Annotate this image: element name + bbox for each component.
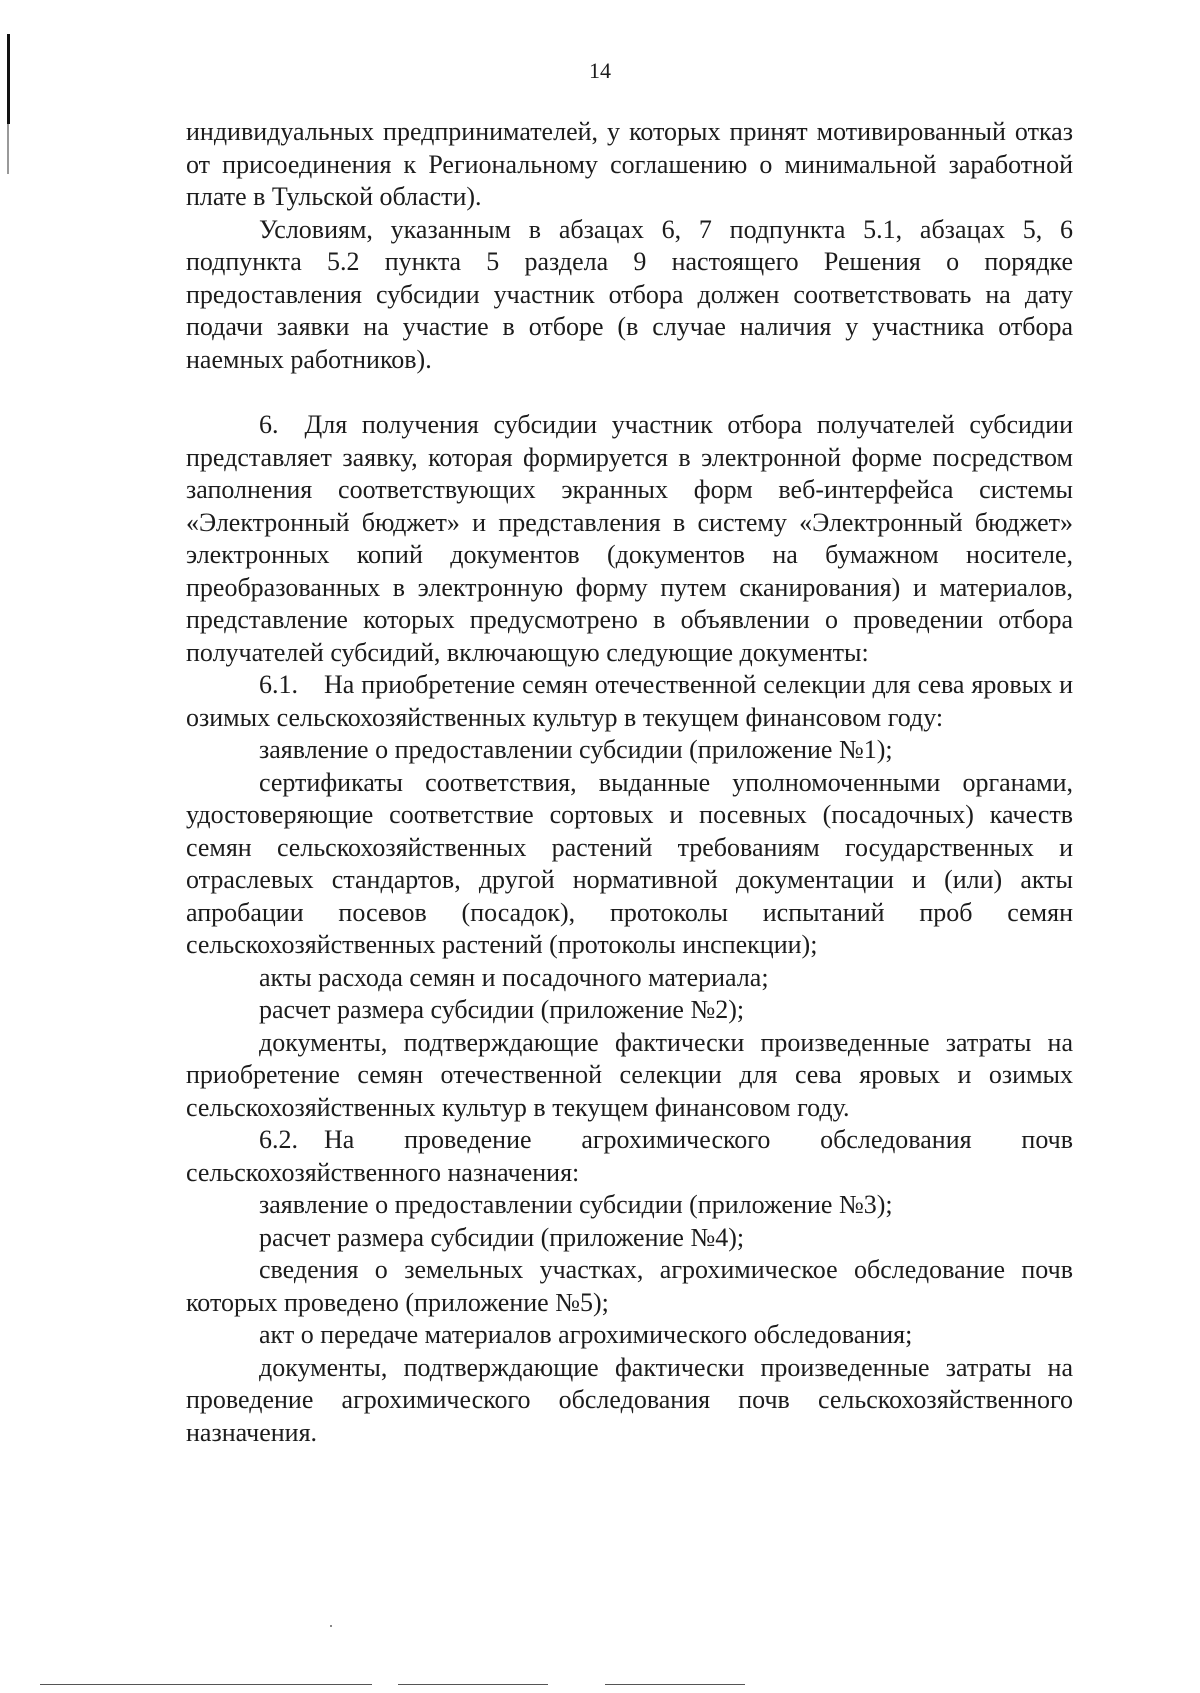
scan-speck — [330, 1625, 332, 1627]
list-item: сертификаты соответствия, выданные уполномоченными органами, удостоверяющие соответствие сортовых и посевных (посадочных) качеств семян сельскохозяйственных растений требованиям государственных и отраслевых стандартов, другой нормативной документации и (или) акты апробации посевов (посадок), протоколы испытаний проб семян сельскохозяйственных растений (протоколы инспекции); — [186, 767, 1073, 959]
bottom-rule — [40, 1684, 372, 1685]
list-item: заявление о предоставлении субсидии (приложение №3); — [259, 1190, 893, 1219]
scan-edge-mark — [7, 124, 9, 174]
paragraph: Условиям, указанным в абзацах 6, 7 подпункта 5.1, абзацах 5, 6 подпункта 5.2 пункта 5 раздела 9 настоящего Решения о порядке предоставления субсидии участник отбора должен соответствовать на дату подачи заявки на участие в отборе (в случае наличия у участника отбора наемных работников). — [186, 214, 1073, 374]
page-number: 14 — [589, 58, 611, 83]
subsection-paragraph: 6.2. На проведение агрохимического обследования почв сельскохозяйственного назначения: — [186, 1125, 1073, 1187]
list-item: документы, подтверждающие фактически произведенные затраты на приобретение семян отечественной селекции для сева яровых и озимых сельскохозяйственных культур в текущем финансовом году. — [186, 1027, 1073, 1122]
list-item: заявление о предоставлении субсидии (приложение №1); — [259, 735, 893, 764]
list-item: сведения о земельных участках, агрохимическое обследование почв которых проведено (приложение №5); — [186, 1255, 1073, 1317]
list-item: расчет размера субсидии (приложение №2); — [259, 995, 745, 1024]
list-item: акты расхода семян и посадочного материала; — [259, 962, 769, 992]
section-paragraph: 6. Для получения субсидии участник отбора получателей субсидии представляет заявку, которая формируется в электронной форме посредством заполнения соответствующих экранных форм веб-интерфейса системы «Электронный бюджет» и представления в систему «Электронный бюджет» электронных копий документов (документов на бумажном носителе, преобразованных в электронную форму путем сканирования) и материалов, представление которых предусмотрено в объявлении о проведении отбора получателей субсидий, включающую следующие документы: — [186, 410, 1073, 667]
document-body — [186, 116, 1073, 1449]
list-item: расчет размера субсидии (приложение №4); — [259, 1222, 745, 1252]
list-item: акт о передаче материалов агрохимического обследования; — [259, 1320, 913, 1349]
paragraph: индивидуальных предпринимателей, у которых принят мотивированный отказ от присоединения к Региональному соглашению о минимальной заработной плате в Тульской области). — [186, 117, 1073, 211]
list-item: документы, подтверждающие фактически произведенные затраты на проведение агрохимического обследования почв сельскохозяйственного назначения. — [186, 1352, 1073, 1447]
subsection-paragraph: 6.1. На приобретение семян отечественной селекции для сева яровых и озимых сельскохозяйственных культур в текущем финансовом году: — [186, 670, 1073, 732]
bottom-rule — [398, 1684, 548, 1685]
bottom-rule — [605, 1684, 745, 1685]
